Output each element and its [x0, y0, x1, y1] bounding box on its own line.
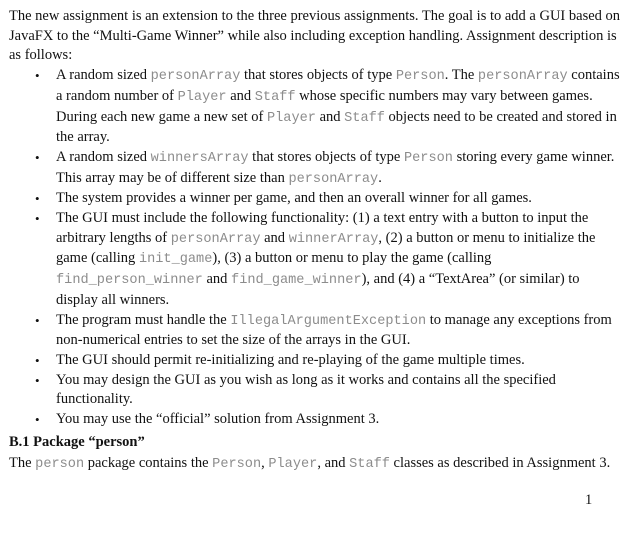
code-term: find_game_winner	[231, 273, 362, 289]
code-term: Person	[403, 150, 453, 166]
code-term: personArray	[150, 69, 241, 85]
bullet-text: A random sized	[56, 148, 151, 165]
section-text: package contains the	[84, 455, 213, 472]
code-term: person	[35, 457, 85, 473]
bullet-text: that stores objects of type	[248, 148, 404, 165]
bullet-text: ), and (4) a “TextArea” (or similar) to display all winners.	[56, 271, 580, 308]
code-term: Player	[177, 89, 227, 105]
bullet-icon: •	[35, 68, 40, 84]
code-term: Person	[395, 69, 445, 85]
list-item	[9, 189, 621, 209]
section-heading: B.1 Package “person”	[9, 433, 145, 450]
list-item	[9, 209, 621, 311]
section-paragraph	[9, 454, 621, 475]
list-item	[9, 351, 621, 371]
bullet-text: You may design the GUI as you wish as long as it works and contains all the specified functionality.	[56, 371, 556, 408]
list-item	[9, 371, 621, 410]
bullet-icon: •	[35, 352, 40, 368]
bullet-text: objects need to be created and stored in the array.	[56, 108, 617, 146]
code-term: Staff	[344, 110, 385, 126]
bullet-text: , (2) a button or menu to initialize the game (calling	[56, 229, 596, 267]
bullet-icon: •	[35, 412, 40, 428]
code-term: Player	[266, 110, 316, 126]
intro-text: The new assignment is an extension to the three previous assignments. The goal is to add a GUI based on JavaFX to the “Multi-Game Winner” while also including exception handling. Assignment description is as follows:	[9, 8, 621, 64]
document-page	[9, 7, 621, 475]
code-term: find_person_winner	[56, 273, 203, 289]
bullet-text: A random sized	[56, 67, 151, 84]
section-text: The	[9, 455, 36, 472]
bullet-icon: •	[35, 149, 40, 165]
bullet-text: ), (3) a button or menu to play the game (calling	[212, 250, 492, 267]
bullet-text: and	[226, 87, 255, 104]
bullet-icon: •	[35, 211, 40, 227]
section-text: ,	[261, 455, 269, 472]
list-item	[9, 66, 621, 148]
bullet-text: and	[202, 271, 232, 288]
bullet-text: and	[315, 108, 345, 125]
bullet-text: The program must handle the	[56, 311, 231, 328]
bullet-icon: •	[35, 372, 40, 388]
bullet-text: You may use the “official” solution from Assignment 3.	[56, 411, 380, 428]
code-term: Staff	[254, 89, 296, 105]
code-term: init_game	[138, 252, 213, 268]
code-term: personArray	[288, 171, 379, 187]
bullet-text: The GUI must include the following functionality: (1) a text entry with a button to input the arbitrary lengths of	[56, 210, 589, 246]
bullet-text: contains a random number of	[56, 67, 620, 104]
bullet-text: . The	[444, 67, 478, 84]
bullet-text: and	[260, 229, 289, 246]
list-item	[9, 410, 621, 430]
bullet-icon: •	[35, 312, 40, 328]
code-term: winnersArray	[150, 150, 249, 166]
code-term: IllegalArgumentException	[230, 313, 427, 329]
code-term: Staff	[349, 457, 390, 473]
code-term: personArray	[477, 69, 568, 85]
bullet-icon: •	[35, 191, 40, 207]
code-term: Player	[268, 457, 318, 473]
bullet-text: storing every game winner. This array may be of different size than	[56, 148, 615, 186]
code-term: winnerArray	[288, 231, 379, 247]
bullet-text: The system provides a winner per game, and then an overall winner for all games.	[56, 190, 532, 207]
bullet-text: .	[378, 169, 382, 186]
bullet-text: whose specific numbers may vary between games. During each new game a new set of	[56, 87, 593, 125]
code-term: Person	[212, 457, 262, 473]
list-item	[9, 148, 621, 189]
list-item	[9, 311, 621, 351]
section-text: , and	[317, 455, 350, 472]
page-number: 1	[585, 492, 593, 508]
bullet-text: The GUI should permit re-initializing and re-playing of the game multiple times.	[56, 351, 525, 368]
intro-paragraph	[9, 7, 621, 66]
bullet-text: to manage any exceptions from non-numerical entries to set the size of the arrays in the GUI.	[56, 311, 612, 349]
section-text: classes as described in Assignment 3.	[389, 455, 611, 472]
bullet-text: that stores objects of type	[240, 67, 396, 84]
requirements-list	[9, 66, 621, 430]
code-term: personArray	[170, 231, 261, 247]
